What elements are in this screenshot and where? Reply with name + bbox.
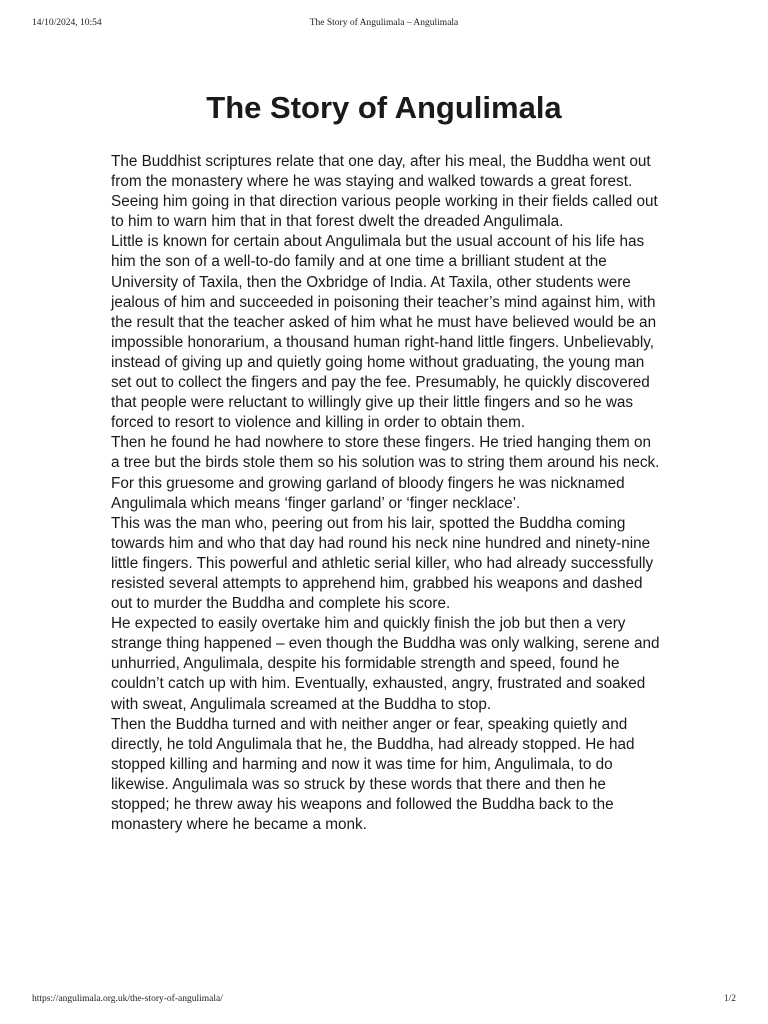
article-paragraph: This was the man who, peering out from his lair, spotted the Buddha coming towards him and who that day had round his neck nine hundred and ninety-nine little fingers. This powerful and athletic serial killer, who had already successfully resisted several attempts to apprehend him, grabbed his weapons and dashed out to murder the Buddha and complete his score. — [111, 514, 654, 613]
article-paragraph: Little is known for certain about Angulimala but the usual account of his life has him the son of a well-to-do family and at one time a brilliant student at the University of Taxila, then the Oxbridge of India. At Taxila, other students were jealous of him and succeeded in poisoning their teacher’s mind against him, with the result that the teacher asked of him what he must have believed would be an impossible honorarium, a thousand human right-hand little fingers. Unbelievably, instead of giving up and quietly going home without graduating, the young man set out to collect the fingers and pay the fee. Presumably, he quickly discovered that people were reluctant to willingly give up their little fingers and so he was forced to resort to violence and killing in order to obtain them. — [111, 233, 657, 432]
article-paragraph: Then he found he had nowhere to store these fingers. He tried hanging them on a tree but the birds stole them so his solution was to string them around his neck. For this gruesome and growing garland of bloody fingers he was nicknamed Angulimala which means ‘finger garland’ or ‘finger necklace’. — [111, 434, 660, 512]
article-paragraph: He expected to easily overtake him and quickly finish the job but then a very strange thing happened – even though the Buddha was only walking, serene and unhurried, Angulimala, despite his formidable strength and speed, found he couldn’t catch up with him. Eventually, exhausted, angry, frustrated and soaked with sweat, Angulimala screamed at the Buddha to stop. — [111, 615, 660, 713]
article-paragraph: The Buddhist scriptures relate that one day, after his meal, the Buddha went out from the monastery where he was staying and walked towards a great forest. Seeing him going in that direction various people working in their fields called out to him to warn him that in that forest dwelt the dreaded Angulimala. — [111, 153, 658, 231]
print-footer — [32, 994, 736, 1008]
page-number: 1/2 — [723, 994, 736, 1004]
print-header — [32, 18, 736, 32]
page-url: https://angulimala.org.uk/the-story-of-angulimala/ — [32, 994, 223, 1004]
print-document-title: The Story of Angulimala – Angulimala — [309, 18, 459, 28]
page-title: The Story of Angulimala — [206, 90, 562, 125]
print-datetime: 14/10/2024, 10:54 — [32, 18, 102, 28]
article-paragraph: Then the Buddha turned and with neither anger or fear, speaking quietly and directly, he told Angulimala that he, the Buddha, had already stopped. He had stopped killing and harming and now it was time for him, Angulimala, to do likewise. Angulimala was so struck by these words that there and then he stopped; he threw away his weapons and followed the Buddha back to the monastery where he became a monk. — [111, 715, 635, 834]
article-body — [111, 152, 663, 835]
